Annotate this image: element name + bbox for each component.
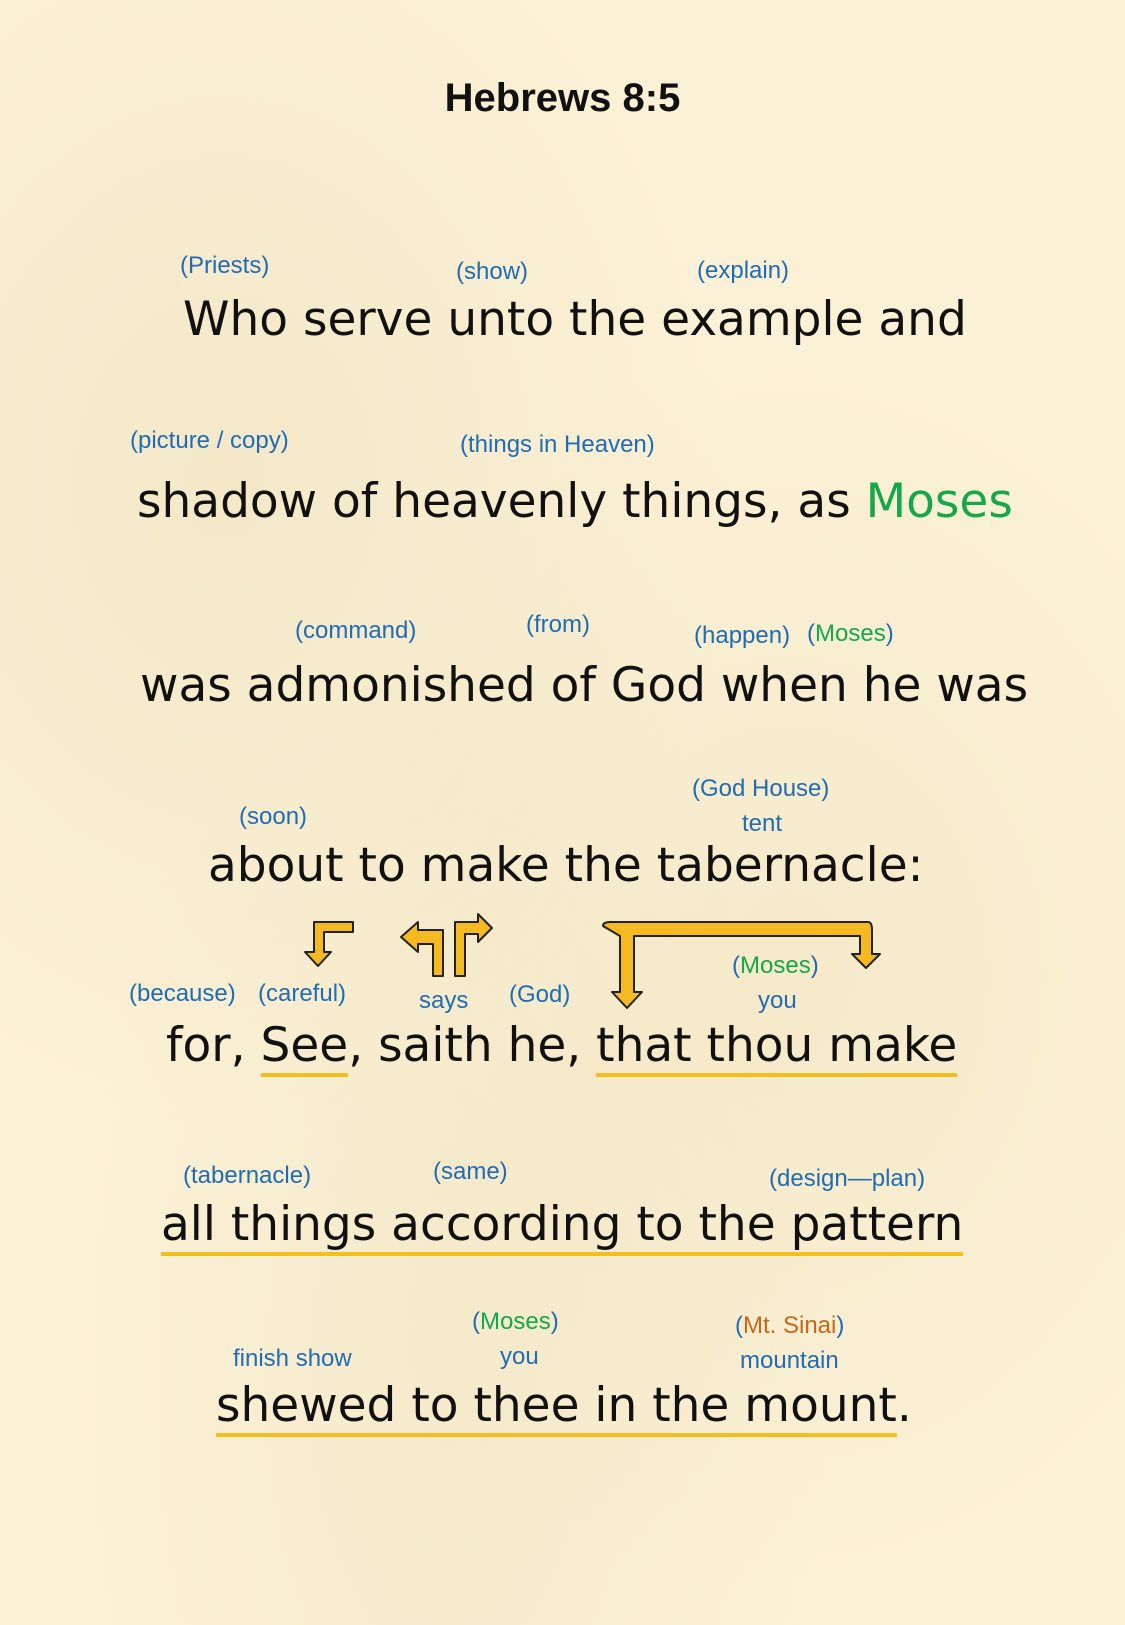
gloss-things-in-heaven: (things in Heaven): [460, 431, 655, 458]
moses-name: Moses: [865, 474, 1013, 529]
gloss-moses-7: [472, 1308, 559, 1336]
gloss-moses-name: Moses: [480, 1308, 551, 1335]
gloss-god-house: (God House): [692, 775, 830, 802]
gloss-moses-5: [732, 952, 819, 980]
verse-line-7-text: shewed to thee in the mount: [216, 1378, 897, 1437]
verse-word-saith-he: , saith he,: [348, 1018, 597, 1073]
verse-line-7: [216, 1378, 912, 1433]
gloss-from: (from): [526, 611, 590, 638]
verse-line-2-text: shadow of heavenly things, as: [137, 474, 866, 529]
gloss-picture-copy: (picture / copy): [130, 427, 289, 454]
verse-line-6: [161, 1197, 963, 1252]
turn-right-arrow-icon: [455, 914, 492, 976]
gloss-says: says: [419, 987, 469, 1014]
gloss-paren-open: (: [807, 620, 815, 647]
gloss-explain: (explain): [697, 257, 790, 284]
gloss-god: (God): [509, 981, 571, 1008]
gloss-finish-show: finish show: [233, 1345, 352, 1372]
page-title: Hebrews 8:5: [444, 76, 681, 120]
gloss-design-plan: (design—plan): [769, 1165, 926, 1192]
verse-line-3: was admonished of God when he was: [140, 658, 1029, 713]
verse-word-see: See: [261, 1018, 349, 1077]
gloss-tabernacle: (tabernacle): [183, 1162, 312, 1189]
gloss-paren-close: ): [810, 952, 819, 979]
gloss-sinai-name: Mt. Sinai: [743, 1312, 837, 1339]
turn-left-arrow-icon: [401, 922, 443, 976]
gloss-moses-name: Moses: [740, 952, 811, 979]
gloss-paren-close: ): [550, 1308, 559, 1335]
gloss-paren-open: (: [472, 1308, 480, 1335]
small-bend-arrow-icon: [305, 922, 353, 966]
gloss-paren-open: (: [732, 952, 740, 979]
gloss-priests: (Priests): [180, 252, 270, 279]
gloss-you-7: you: [500, 1343, 539, 1370]
gloss-you-5: you: [758, 987, 797, 1014]
gloss-mountain: mountain: [740, 1347, 839, 1374]
gloss-show: (show): [456, 258, 529, 285]
gloss-paren-open: (: [735, 1312, 743, 1339]
verse-line-1: Who serve unto the example and: [183, 292, 967, 347]
gloss-same: (same): [433, 1158, 508, 1185]
gloss-tent: tent: [742, 810, 783, 837]
verse-line-5: [166, 1018, 957, 1073]
gloss-happen: (happen): [694, 622, 791, 649]
gloss-soon: (soon): [239, 803, 308, 830]
gloss-careful: (careful): [258, 980, 347, 1007]
gloss-command: (command): [295, 617, 417, 644]
gloss-because: (because): [129, 980, 236, 1007]
verse-word-for: for,: [166, 1018, 261, 1073]
verse-line-6-text: all things according to the pattern: [161, 1197, 963, 1256]
gloss-paren-close: ): [885, 620, 894, 647]
verse-period: .: [896, 1378, 912, 1433]
verse-line-4: about to make the tabernacle:: [208, 838, 924, 893]
gloss-moses-name: Moses: [815, 620, 886, 647]
gloss-mt-sinai: [735, 1312, 844, 1340]
verse-phrase-that-thou-make: that thou make: [596, 1018, 957, 1077]
gloss-paren-close: ): [836, 1312, 845, 1339]
